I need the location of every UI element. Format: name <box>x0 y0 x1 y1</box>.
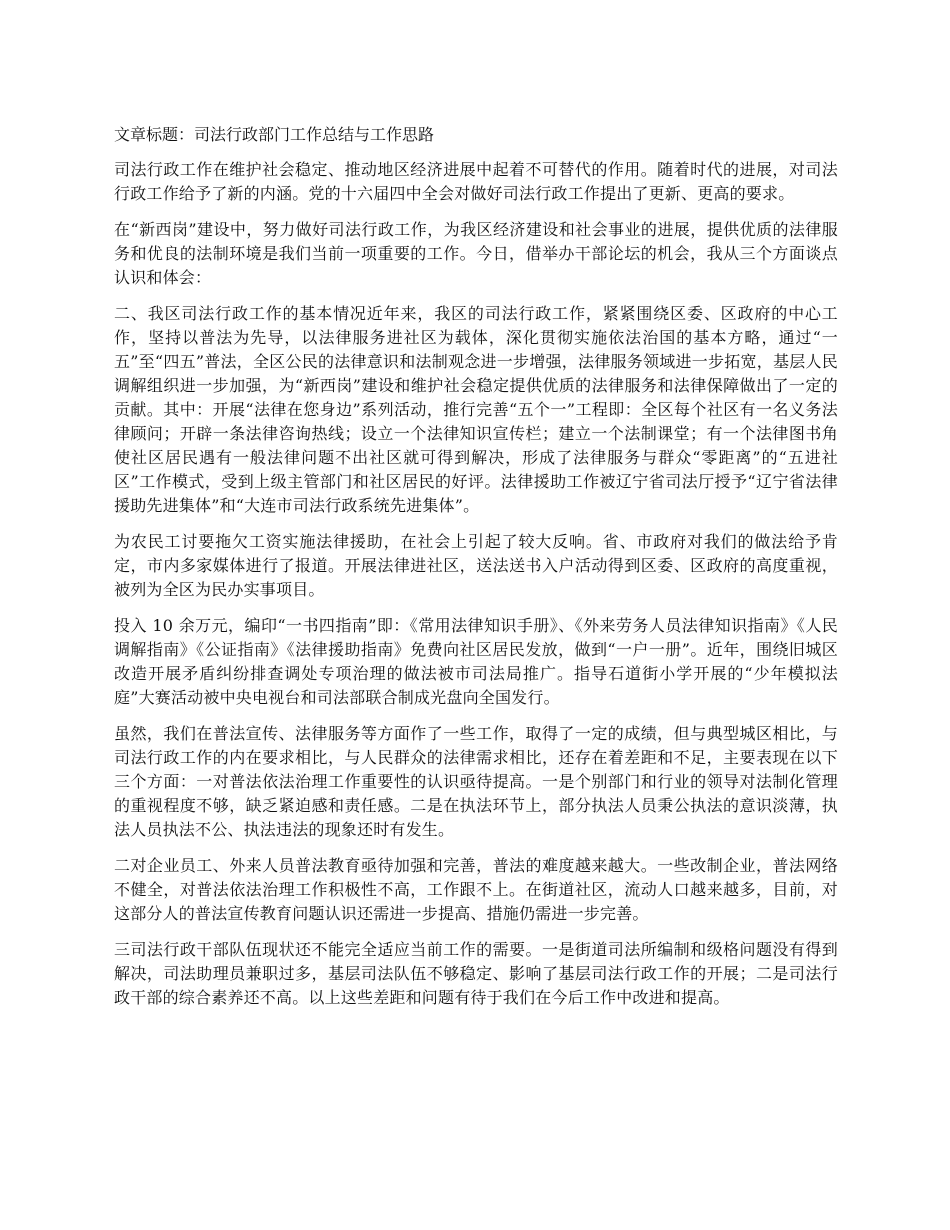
paragraph-3: 二、我区司法行政工作的基本情况近年来，我区的司法行政工作，紧紧围绕区委、区政府的中心工作，坚持以普法为先导，以法律服务进社区为载体，深化贯彻实施依法治国的基本方略，通过“一五”至“四五”普法，全区公民的法律意识和法制观念进一步增强，法律服务领域进一步拓宽，基层人民调解组织进一步加强，为“新西岗”建设和维护社会稳定提供优质的法律服务和法律保障做出了一定的贡献。其中：开展“法律在您身边”系列活动，推行完善“五个一”工程即：全区每个社区有一名义务法律顾问；开辟一条法律咨询热线；设立一个法律知识宣传栏；建立一个法制课堂；有一个法律图书角使社区居民遇有一般法律问题不出社区就可得到解决，形成了法律服务与群众“零距离”的“五进社区”工作模式，受到上级主管部门和社区居民的好评。法律援助工作被辽宁省司法厅授予“辽宁省法律援助先进集体”和“大连市司法行政系统先进集体”。 <box>114 304 838 515</box>
paragraph-5: 投入 10 余万元，编印“一书四指南”即：《常用法律知识手册》、《外来劳务人员法律知识指南》《人民调解指南》《公证指南》《法律援助指南》免费向社区居民发放，做到“一户一册”。近年，围绕旧城区改造开展矛盾纠纷排查调处专项治理的做法被市司法局推广。指导石道街小学开展的“少年模拟法庭”大赛活动被中央电视台和司法部联合制成光盘向全国发行。 <box>114 616 838 707</box>
paragraph-2: 在“新西岗”建设中，努力做好司法行政工作，为我区经济建设和社会事业的进展，提供优质的法律服务和优良的法制环境是我们当前一项重要的工作。今日，借举办干部论坛的机会，我从三个方面谈点认识和体会： <box>114 220 838 287</box>
paragraph-8: 三司法行政干部队伍现状还不能完全适应当前工作的需要。一是街道司法所编制和级格问题没有得到解决，司法助理员兼职过多，基层司法队伍不够稳定、影响了基层司法行政工作的开展；二是司法行政干部的综合素养还不高。以上这些差距和问题有待于我们在今后工作中改进和提高。 <box>114 940 838 1007</box>
article-title: 文章标题：司法行政部门工作总结与工作思路 <box>114 125 435 144</box>
document-page <box>114 122 838 1022</box>
paragraph-6: 虽然，我们在普法宣传、法律服务等方面作了一些工作，取得了一定的成绩，但与典型城区相比，与司法行政工作的内在要求相比，与人民群众的法律需求相比，还存在着差距和不足，主要表现在以下三个方面：一对普法依法治理工作重要性的认识亟待提高。一是个别部门和行业的领导对法制化管理的重视程度不够，缺乏紧迫感和责任感。二是在执法环节上，部分执法人员秉公执法的意识淡薄，执法人员执法不公、执法违法的现象还时有发生。 <box>114 724 838 839</box>
paragraph-1: 司法行政工作在维护社会稳定、推动地区经济进展中起着不可替代的作用。随着时代的进展，对司法行政工作给予了新的内涵。党的十六届四中全会对做好司法行政工作提出了更新、更高的要求。 <box>114 160 838 203</box>
paragraph-7: 二对企业员工、外来人员普法教育亟待加强和完善，普法的难度越来越大。一些改制企业，普法网络不健全，对普法依法治理工作积极性不高，工作跟不上。在街道社区，流动人口越来越多，目前，对这部分人的普法宣传教育问题认识还需进一步提高、措施仍需进一步完善。 <box>114 856 838 923</box>
paragraph-4: 为农民工讨要拖欠工资实施法律援助，在社会上引起了较大反响。省、市政府对我们的做法给予肯定，市内多家媒体进行了报道。开展法律进社区，送法送书入户活动得到区委、区政府的高度重视，被列为全区为民办实事项目。 <box>114 532 838 599</box>
